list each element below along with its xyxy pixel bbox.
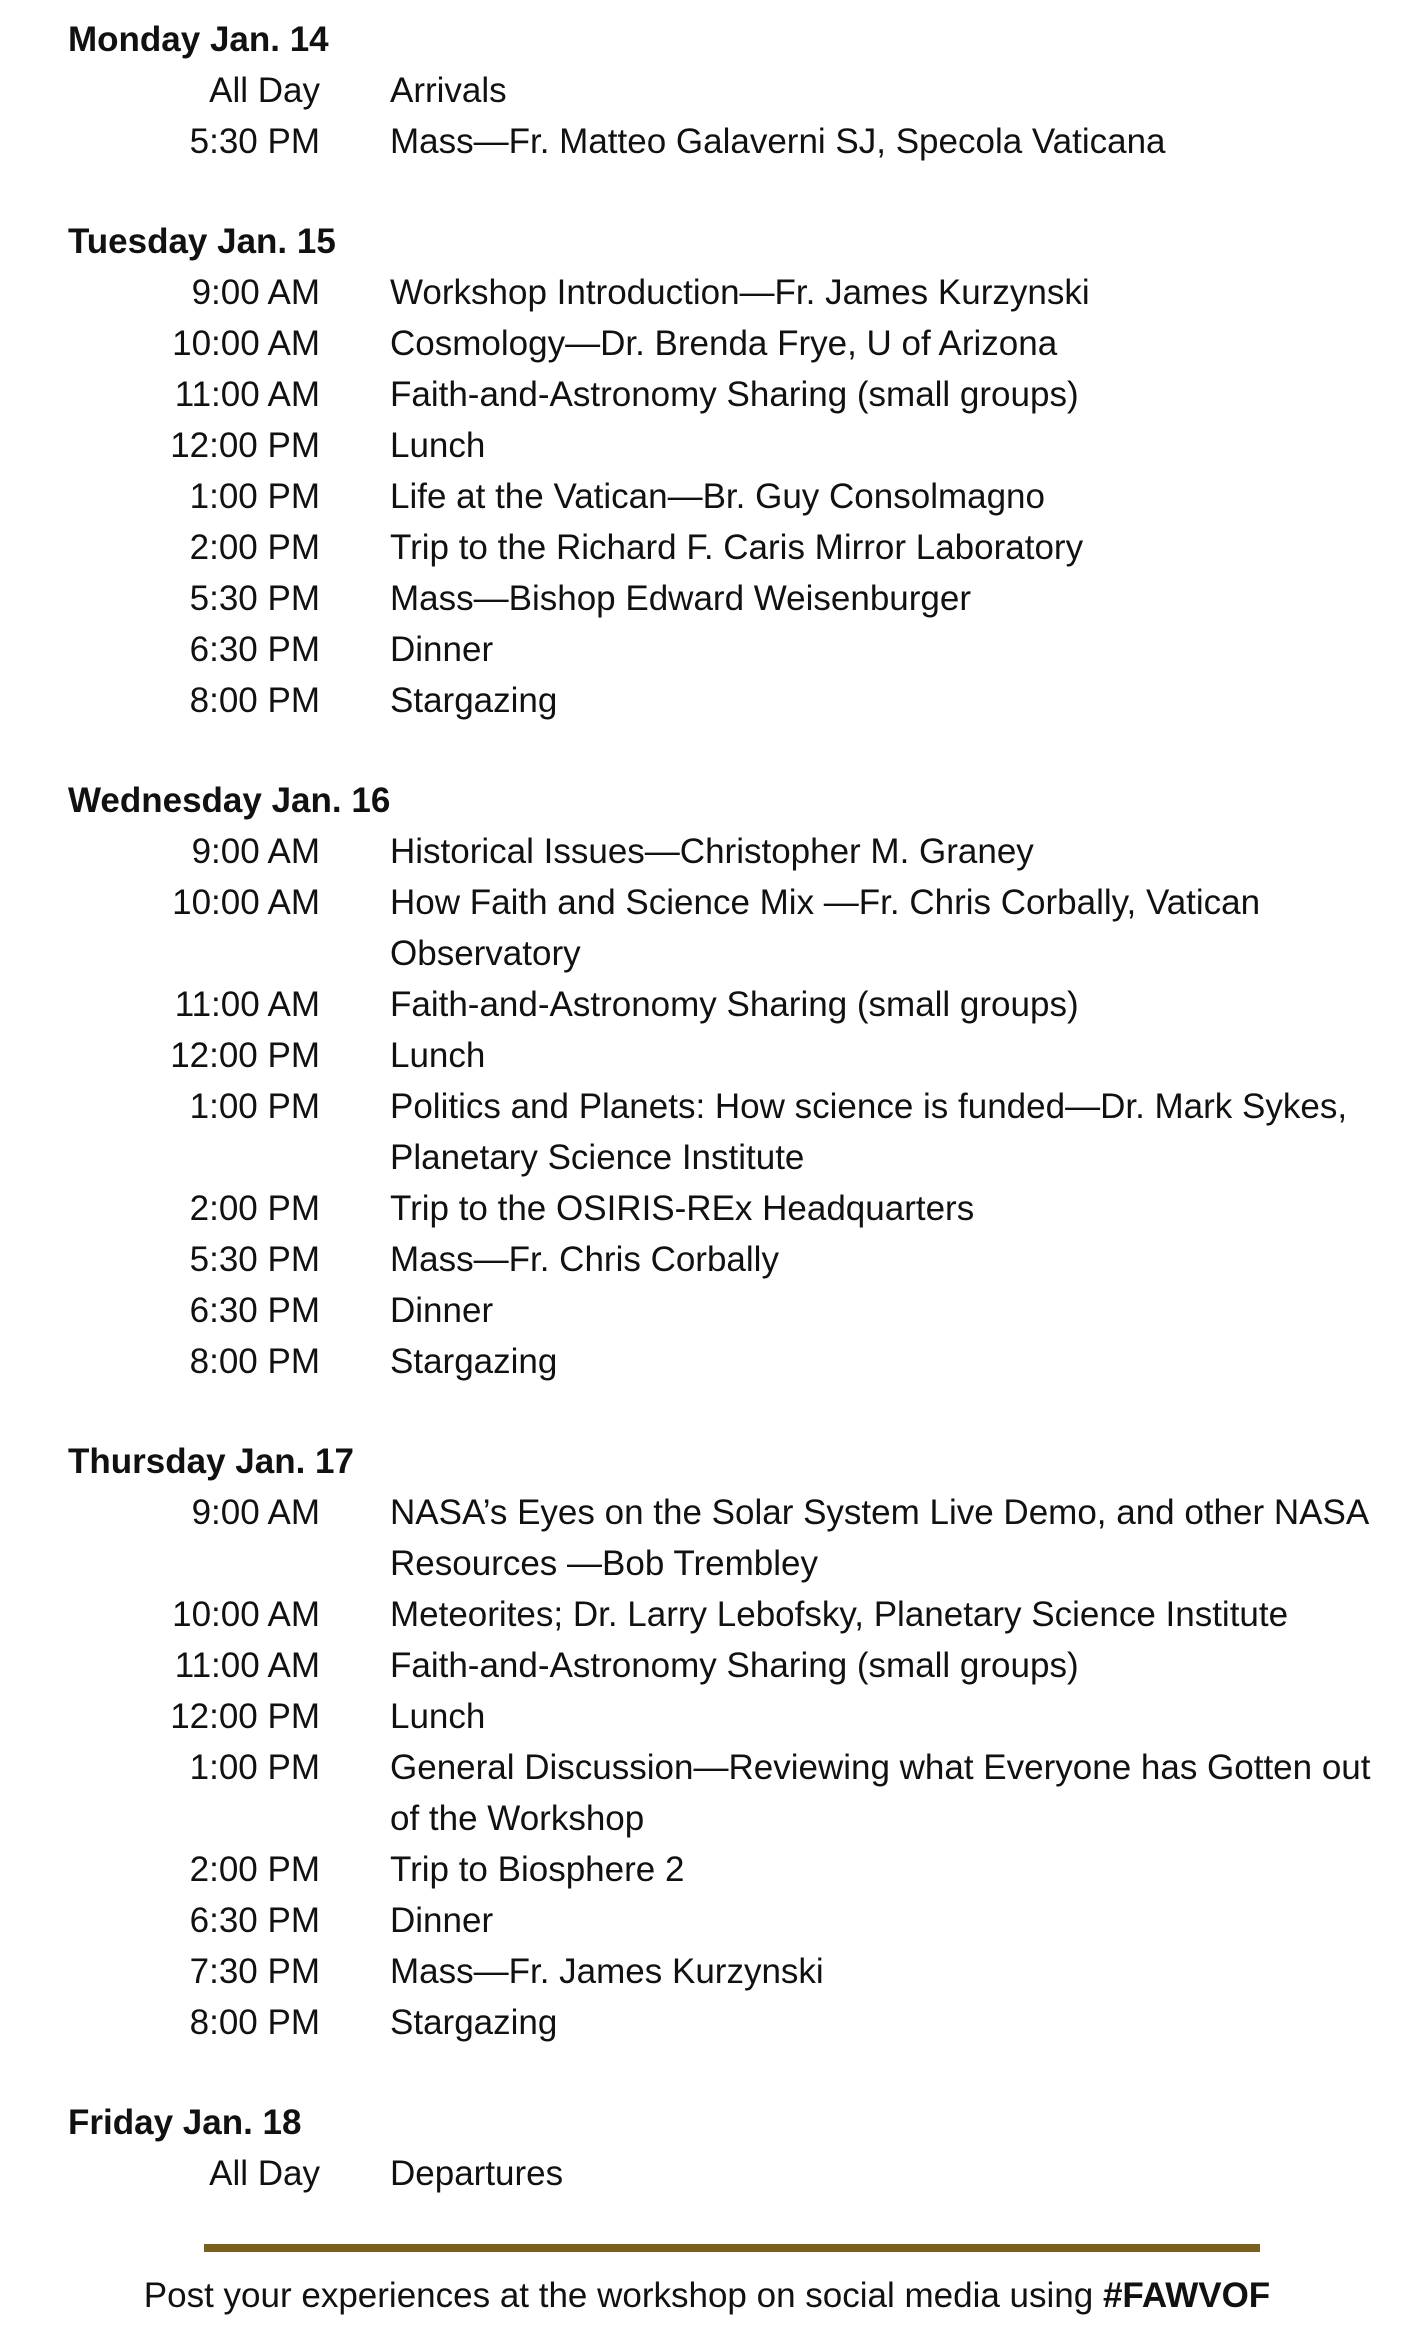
- event-time: 8:00 PM: [189, 681, 320, 720]
- event-description: Departures: [390, 2154, 564, 2193]
- footer-divider: [204, 2244, 1260, 2252]
- event-time: 2:00 PM: [189, 1189, 320, 1228]
- schedule-row: [68, 2148, 1388, 2199]
- event-time: All Day: [209, 71, 320, 110]
- schedule-row: [68, 471, 1388, 522]
- event-description: Lunch: [390, 1036, 486, 1075]
- event-description: Stargazing: [390, 2003, 558, 2042]
- event-time: 1:00 PM: [189, 477, 320, 516]
- schedule-row: [68, 65, 1388, 116]
- schedule-row: [68, 1183, 1388, 1234]
- schedule-row: [68, 675, 1388, 726]
- event-description: Lunch: [390, 426, 486, 465]
- schedule-row: [68, 267, 1388, 318]
- schedule-row: [68, 573, 1388, 624]
- event-description: Cosmology—Dr. Brenda Frye, U of Arizona: [390, 324, 1058, 363]
- event-time: 6:30 PM: [189, 630, 320, 669]
- event-description: Mass—Fr. Chris Corbally: [390, 1240, 779, 1279]
- day-heading: Friday Jan. 18: [68, 2103, 302, 2142]
- event-description: Life at the Vatican—Br. Guy Consolmagno: [390, 477, 1045, 516]
- schedule-row: [68, 1691, 1388, 1742]
- event-time: 5:30 PM: [189, 579, 320, 618]
- event-time: 2:00 PM: [189, 528, 320, 567]
- event-description: Trip to Biosphere 2: [390, 1850, 685, 1889]
- day-section: [68, 775, 1388, 1387]
- event-description: NASA’s Eyes on the Solar System Live Demo, and other NASA Resources —Bob Trembley: [390, 1493, 1368, 1583]
- schedule-row: [68, 318, 1388, 369]
- day-heading: Tuesday Jan. 15: [68, 222, 336, 261]
- event-time: 2:00 PM: [189, 1850, 320, 1889]
- event-time: 7:30 PM: [189, 1952, 320, 1991]
- schedule-row: [68, 1742, 1388, 1844]
- footer: [0, 2270, 1414, 2321]
- schedule-row: [68, 624, 1388, 675]
- event-time: 5:30 PM: [189, 122, 320, 161]
- event-description: Workshop Introduction—Fr. James Kurzynski: [390, 273, 1090, 312]
- schedule-row: [68, 420, 1388, 471]
- event-description: Stargazing: [390, 681, 558, 720]
- event-description: How Faith and Science Mix —Fr. Chris Corbally, Vatican Observatory: [390, 883, 1261, 973]
- day-section: [68, 14, 1388, 167]
- schedule-row: [68, 1336, 1388, 1387]
- event-time: 10:00 AM: [172, 883, 320, 922]
- event-description: Dinner: [390, 1291, 494, 1330]
- event-time: 8:00 PM: [189, 2003, 320, 2042]
- event-time: 11:00 AM: [174, 1646, 320, 1685]
- schedule-row: [68, 826, 1388, 877]
- event-description: Lunch: [390, 1697, 486, 1736]
- schedule-row: [68, 1081, 1388, 1183]
- event-time: 11:00 AM: [174, 375, 320, 414]
- schedule-row: [68, 116, 1388, 167]
- event-description: Arrivals: [390, 71, 507, 110]
- event-description: Historical Issues—Christopher M. Graney: [390, 832, 1034, 871]
- event-description: General Discussion—Reviewing what Everyone has Gotten out of the Workshop: [390, 1748, 1371, 1838]
- event-description: Trip to the Richard F. Caris Mirror Laboratory: [390, 528, 1084, 567]
- event-description: Dinner: [390, 1901, 494, 1940]
- event-description: Mass—Fr. Matteo Galaverni SJ, Specola Vaticana: [390, 122, 1166, 161]
- event-description: Dinner: [390, 630, 494, 669]
- schedule-row: [68, 1997, 1388, 2048]
- event-description: Mass—Fr. James Kurzynski: [390, 1952, 824, 1991]
- event-time: 1:00 PM: [189, 1087, 320, 1126]
- event-time: 10:00 AM: [172, 1595, 320, 1634]
- schedule-row: [68, 1234, 1388, 1285]
- schedule-row: [68, 979, 1388, 1030]
- schedule-row: [68, 522, 1388, 573]
- event-time: 1:00 PM: [189, 1748, 320, 1787]
- day-section: [68, 216, 1388, 726]
- event-time: 5:30 PM: [189, 1240, 320, 1279]
- event-time: All Day: [209, 2154, 320, 2193]
- event-time: 11:00 AM: [174, 985, 320, 1024]
- event-time: 12:00 PM: [170, 426, 320, 465]
- schedule: [68, 14, 1388, 2248]
- schedule-row: [68, 1895, 1388, 1946]
- schedule-row: [68, 1285, 1388, 1336]
- schedule-row: [68, 1030, 1388, 1081]
- schedule-row: [68, 1946, 1388, 1997]
- schedule-row: [68, 1589, 1388, 1640]
- schedule-row: [68, 1640, 1388, 1691]
- event-time: 8:00 PM: [189, 1342, 320, 1381]
- event-description: Mass—Bishop Edward Weisenburger: [390, 579, 972, 618]
- event-time: 12:00 PM: [170, 1036, 320, 1075]
- day-section: [68, 2097, 1388, 2199]
- event-description: Trip to the OSIRIS-REx Headquarters: [390, 1189, 975, 1228]
- day-heading: Thursday Jan. 17: [68, 1442, 354, 1481]
- schedule-row: [68, 877, 1388, 979]
- event-description: Faith-and-Astronomy Sharing (small groups): [390, 1646, 1079, 1685]
- schedule-row: [68, 1487, 1388, 1589]
- event-time: 9:00 AM: [191, 273, 320, 312]
- footer-text: Post your experiences at the workshop on social media using: [143, 2276, 1103, 2315]
- event-description: Meteorites; Dr. Larry Lebofsky, Planetary Science Institute: [390, 1595, 1289, 1634]
- event-description: Stargazing: [390, 1342, 558, 1381]
- schedule-row: [68, 369, 1388, 420]
- event-time: 12:00 PM: [170, 1697, 320, 1736]
- footer-hashtag: #FAWVOF: [1102, 2276, 1271, 2315]
- event-time: 6:30 PM: [189, 1291, 320, 1330]
- event-time: 9:00 AM: [191, 832, 320, 871]
- schedule-row: [68, 1844, 1388, 1895]
- event-time: 9:00 AM: [191, 1493, 320, 1532]
- day-section: [68, 1436, 1388, 2048]
- day-heading: Wednesday Jan. 16: [68, 781, 391, 820]
- event-description: Faith-and-Astronomy Sharing (small groups): [390, 985, 1079, 1024]
- event-time: 6:30 PM: [189, 1901, 320, 1940]
- event-description: Faith-and-Astronomy Sharing (small groups): [390, 375, 1079, 414]
- event-time: 10:00 AM: [172, 324, 320, 363]
- event-description: Politics and Planets: How science is funded—Dr. Mark Sykes, Planetary Science Institute: [390, 1087, 1348, 1177]
- day-heading: Monday Jan. 14: [68, 20, 329, 59]
